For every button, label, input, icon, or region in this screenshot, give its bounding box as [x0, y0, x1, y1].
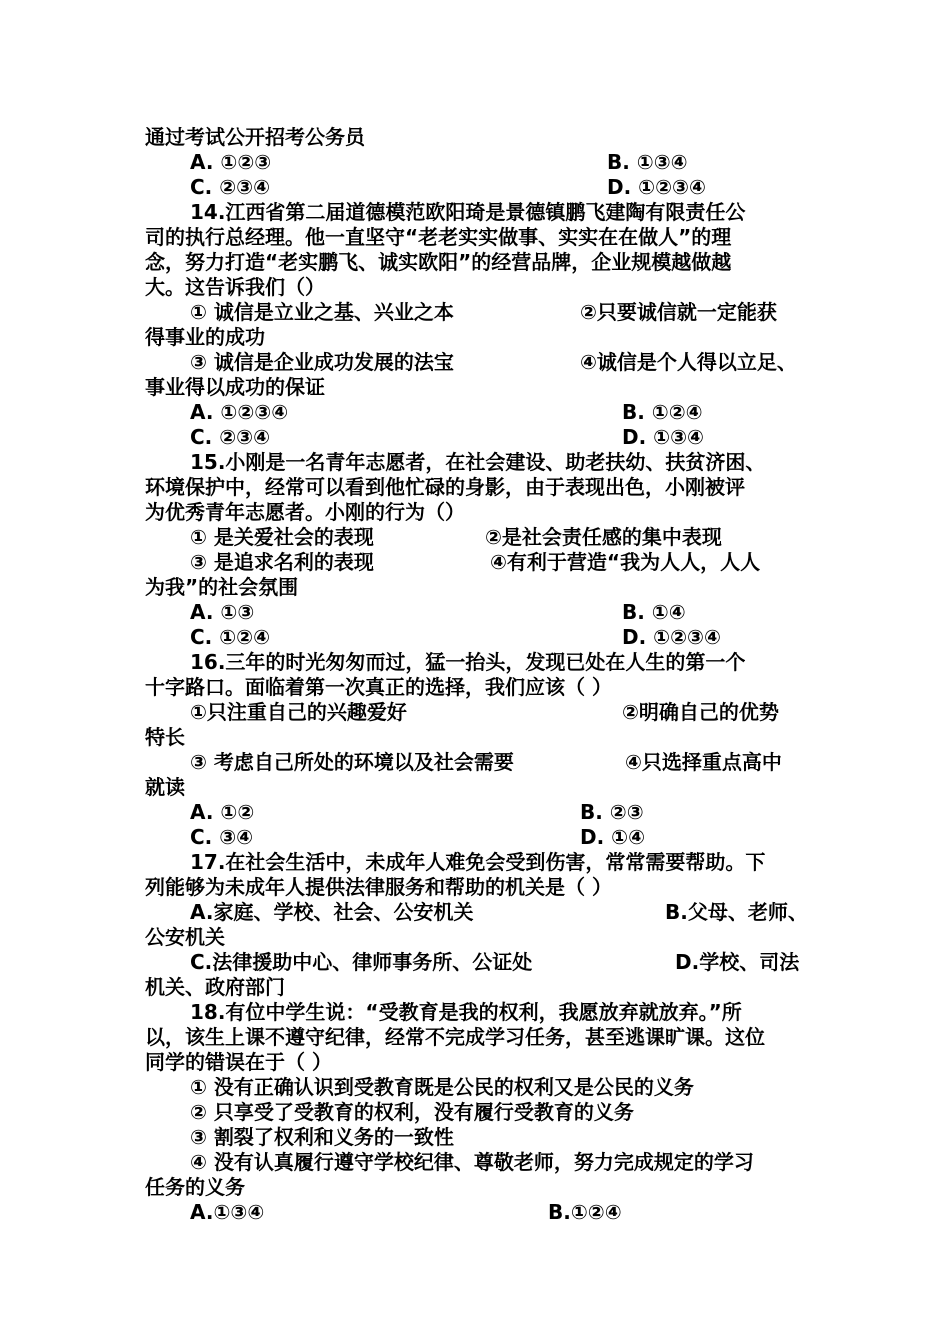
q14-statement-4: ④诚信是个人得以立足、	[580, 350, 797, 374]
q18-statement-2: ② 只享受了受教育的权利，没有履行受教育的义务	[190, 1100, 634, 1124]
q18-stem-line: 同学的错误在于（ ）	[145, 1050, 332, 1074]
option-d: D. ①②③④	[607, 175, 706, 199]
q18-statement-4: ④ 没有认真履行遵守学校纪律、尊敬老师，努力完成规定的学习	[190, 1150, 754, 1174]
q16-statement-2-cont: 特长	[145, 725, 185, 749]
option-a: A. ①②③	[190, 150, 272, 174]
q14-option-a: A. ①②③④	[190, 400, 289, 424]
q14-statement-2: ②只要诚信就一定能获	[580, 300, 777, 324]
q15-stem-line: 为优秀青年志愿者。小刚的行为（）	[145, 500, 465, 524]
q17-option-d: D.学校、司法	[675, 950, 800, 974]
q15-statement-4-cont: 为我”的社会氛围	[145, 575, 299, 599]
q14-statement-4-cont: 事业得以成功的保证	[145, 375, 325, 399]
q16-statement-4-cont: 就读	[145, 775, 185, 799]
q18-option-b: B.①②④	[548, 1200, 622, 1224]
q17-stem-line: 17.在社会生活中，未成年人难免会受到伤害，常常需要帮助。下	[190, 850, 766, 874]
q14-statement-3: ③ 诚信是企业成功发展的法宝	[190, 350, 454, 374]
q17-option-b-cont: 公安机关	[145, 925, 225, 949]
q15-option-d: D. ①②③④	[622, 625, 721, 649]
q14-stem-line: 司的执行总经理。他一直坚守“老老实实做事、实实在在做人”的理	[145, 225, 732, 249]
option-b: B. ①③④	[607, 150, 688, 174]
q18-statement-3: ③ 割裂了权利和义务的一致性	[190, 1125, 454, 1149]
q16-statement-1: ①只注重自己的兴趣爱好	[190, 700, 407, 724]
q17-stem-line: 列能够为未成年人提供法律服务和帮助的机关是（ ）	[145, 875, 612, 899]
q16-option-c: C. ③④	[190, 825, 254, 849]
q14-option-c: C. ②③④	[190, 425, 271, 449]
q18-statement-1: ① 没有正确认识到受教育既是公民的权利又是公民的义务	[190, 1075, 694, 1099]
q14-stem-line: 念，努力打造“老实鹏飞、诚实欧阳”的经营品牌，企业规模越做越	[145, 250, 732, 274]
q15-stem-line: 环境保护中，经常可以看到他忙碌的身影，由于表现出色，小刚被评	[145, 475, 745, 499]
q17-option-b: B.父母、老师、	[665, 900, 808, 924]
q15-option-c: C. ①②④	[190, 625, 271, 649]
q17-option-a: A.家庭、学校、社会、公安机关	[190, 900, 474, 924]
q18-option-a: A.①③④	[190, 1200, 265, 1224]
q15-option-b: B. ①④	[622, 600, 686, 624]
q18-stem-line: 18.有位中学生说：“受教育是我的权利，我愿放弃就放弃。”所	[190, 1000, 742, 1024]
q15-option-a: A. ①③	[190, 600, 255, 624]
q16-statement-4: ④只选择重点高中	[625, 750, 782, 774]
option-c: C. ②③④	[190, 175, 271, 199]
q14-stem-line: 大。这告诉我们（）	[145, 275, 325, 299]
q14-statement-1: ① 诚信是立业之基、兴业之本	[190, 300, 454, 324]
q18-stem-line: 以，该生上课不遵守纪律，经常不完成学习任务，甚至逃课旷课。这位	[145, 1025, 765, 1049]
q16-stem-line: 16.三年的时光匆匆而过，猛一抬头，发现已处在人生的第一个	[190, 650, 746, 674]
q16-option-d: D. ①④	[580, 825, 646, 849]
q16-stem-line: 十字路口。面临着第一次真正的选择，我们应该（ ）	[145, 675, 612, 699]
q17-option-d-cont: 机关、政府部门	[145, 975, 285, 999]
q18-statement-4-cont: 任务的义务	[145, 1175, 245, 1199]
q14-stem-line: 14.江西省第二届道德模范欧阳琦是景德镇鹏飞建陶有限责任公	[190, 200, 746, 224]
q16-option-a: A. ①②	[190, 800, 255, 824]
q16-option-b: B. ②③	[580, 800, 644, 824]
prev-question-tail: 通过考试公开招考公务员	[145, 125, 365, 149]
q15-statement-3: ③ 是追求名利的表现	[190, 550, 374, 574]
q16-statement-2: ②明确自己的优势	[622, 700, 779, 724]
q15-statement-4: ④有利于营造“我为人人，人人	[490, 550, 761, 574]
q14-statement-2-cont: 得事业的成功	[145, 325, 265, 349]
q15-stem-line: 15.小刚是一名青年志愿者，在社会建设、助老扶幼、扶贫济困、	[190, 450, 766, 474]
q14-option-d: D. ①③④	[622, 425, 704, 449]
q14-option-b: B. ①②④	[622, 400, 703, 424]
q16-statement-3: ③ 考虑自己所处的环境以及社会需要	[190, 750, 514, 774]
q15-statement-2: ②是社会责任感的集中表现	[485, 525, 722, 549]
q15-statement-1: ① 是关爱社会的表现	[190, 525, 374, 549]
q17-option-c: C.法律援助中心、律师事务所、公证处	[190, 950, 533, 974]
